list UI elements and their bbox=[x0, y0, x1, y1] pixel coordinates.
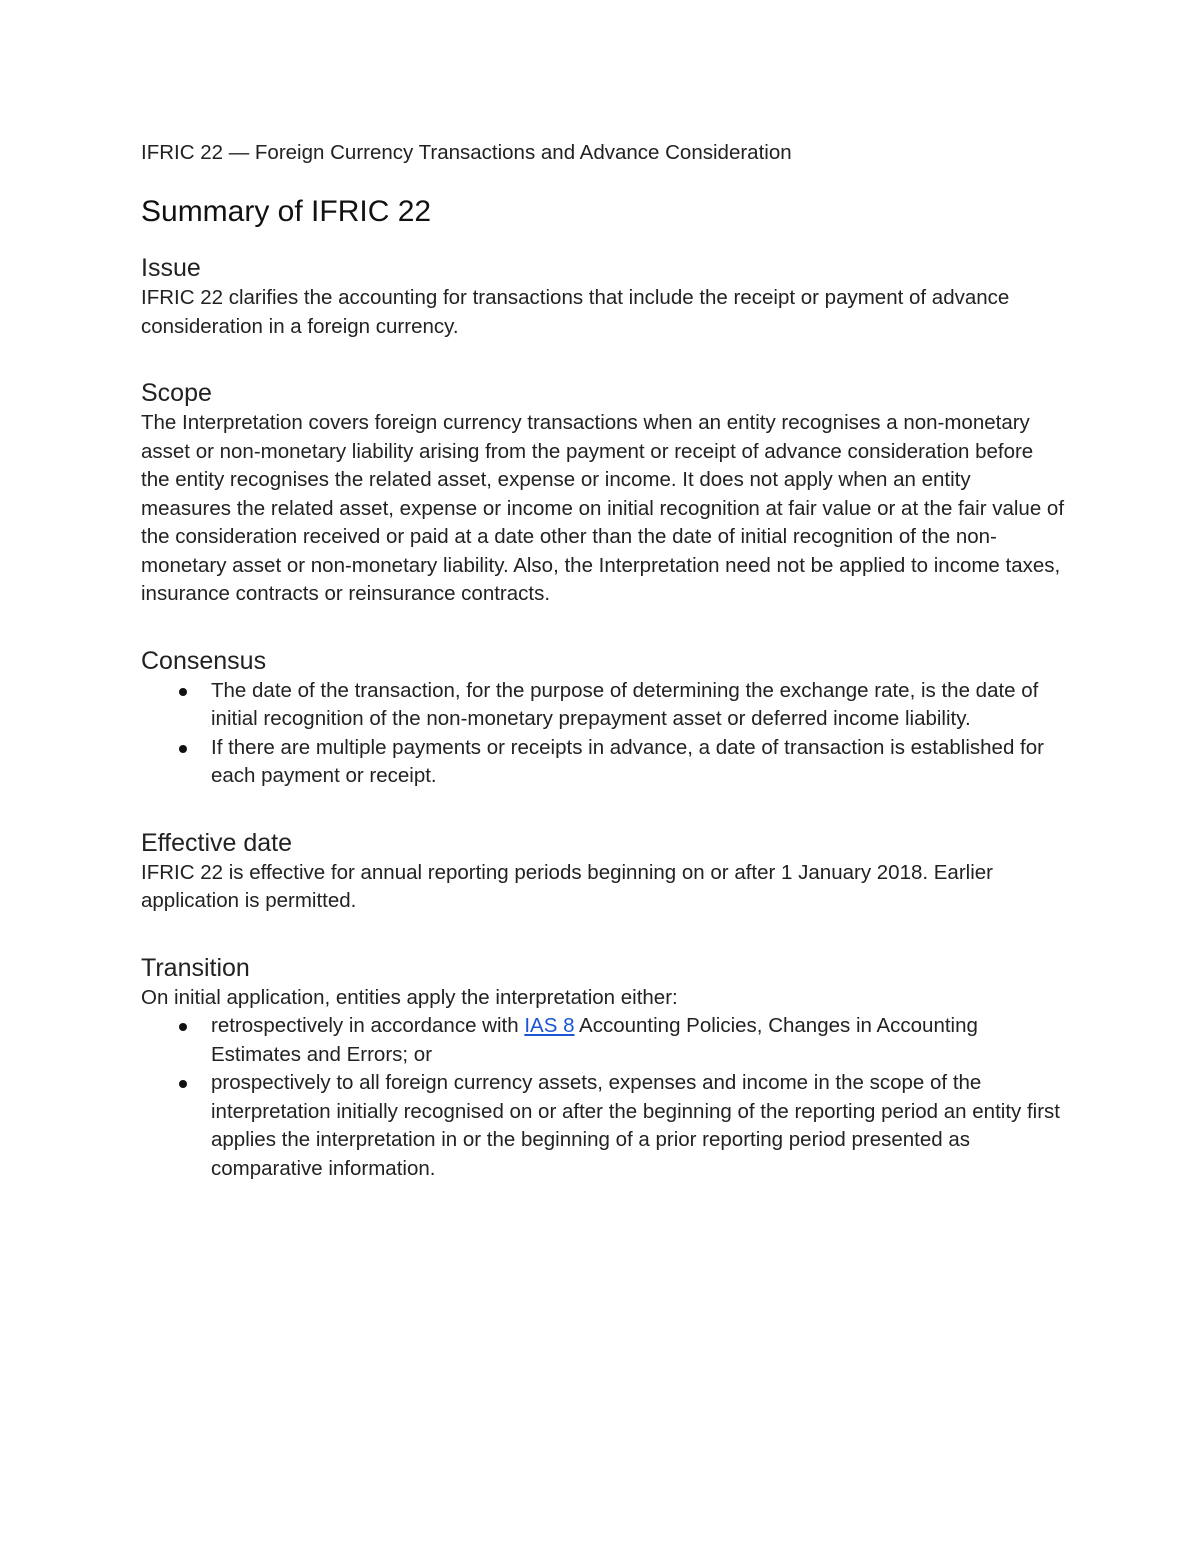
ias-8-link[interactable]: IAS 8 bbox=[524, 1014, 575, 1037]
list-item bbox=[141, 677, 1066, 734]
issue-section bbox=[141, 252, 1066, 341]
scope-text: The Interpretation covers foreign currency transactions when an entity recognises a non-monetary asset or non-monetary liability arising from the payment or receipt of advance consideration before the entity recognises the related asset, expense or income. It does not apply when an entity measures the related asset, expense or income on initial recognition at fair value or at the fair value of the consideration received or paid at a date other than the date of initial recognition of the non-monetary asset or non-monetary liability. Also, the Interpretation need not be applied to income taxes, insurance contracts or reinsurance contracts. bbox=[141, 411, 1065, 605]
effective-date-heading: Effective date bbox=[141, 828, 293, 857]
consensus-list bbox=[141, 677, 1066, 791]
transition-intro: On initial application, entities apply the interpretation either: bbox=[141, 985, 678, 1009]
scope-section bbox=[141, 377, 1066, 609]
summary-heading: Summary of IFRIC 22 bbox=[141, 195, 432, 228]
document-page bbox=[141, 138, 1066, 1183]
list-item-text-prefix: retrospectively in accordance with bbox=[211, 1014, 525, 1037]
consensus-heading: Consensus bbox=[141, 646, 267, 675]
list-item bbox=[141, 734, 1066, 791]
bullet-icon bbox=[179, 745, 187, 753]
effective-date-text: IFRIC 22 is effective for annual reporting periods beginning on or after 1 January 2018. Earlier application is permitted. bbox=[141, 860, 994, 912]
issue-text: IFRIC 22 clarifies the accounting for transactions that include the receipt or payment of advance consideration in a foreign currency. bbox=[141, 286, 1010, 338]
bullet-icon bbox=[179, 688, 187, 696]
list-item-text: If there are multiple payments or receipts in advance, a date of transaction is established for each payment or receipt. bbox=[211, 735, 1044, 787]
transition-section bbox=[141, 952, 1066, 1184]
issue-heading: Issue bbox=[141, 254, 201, 282]
transition-list bbox=[141, 1012, 1066, 1183]
scope-heading: Scope bbox=[141, 379, 212, 407]
effective-date-section bbox=[141, 827, 1066, 916]
list-item-text: The date of the transaction, for the purpose of determining the exchange rate, is the date of initial recognition of the non-monetary prepayment asset or deferred income liability. bbox=[211, 678, 1039, 730]
list-item-text-suffix: Accounting Policies, Changes in Accounting Estimates and Errors; or bbox=[211, 1014, 978, 1066]
list-item bbox=[141, 1069, 1066, 1183]
list-item-text: prospectively to all foreign currency assets, expenses and income in the scope of the interpretation initially recognised on or after the beginning of the reporting period an entity first applies the interpretation in or the beginning of a prior reporting period presented as comparative information. bbox=[211, 1071, 1060, 1180]
bullet-icon bbox=[179, 1080, 187, 1088]
bullet-icon bbox=[179, 1023, 187, 1031]
list-item bbox=[141, 1012, 1066, 1069]
consensus-section bbox=[141, 645, 1066, 791]
transition-heading: Transition bbox=[141, 953, 250, 982]
document-title: IFRIC 22 — Foreign Currency Transactions and Advance Consideration bbox=[141, 141, 792, 164]
